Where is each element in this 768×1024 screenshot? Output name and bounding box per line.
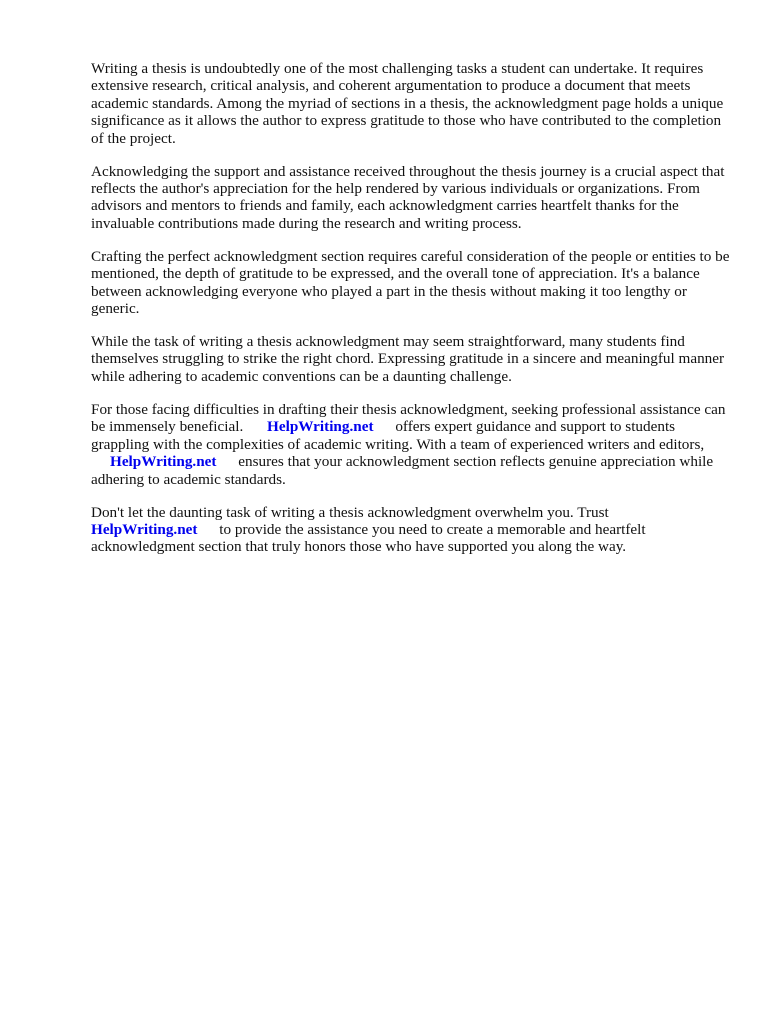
paragraph-crafting: Crafting the perfect acknowledgment section requires careful consideration of the people or entities to be mentioned, the depth of gratitude to be expressed, and the overall tone of appreciation. It's a balance between acknowledging everyone who played a part in the thesis without making it too lengthy or generic. — [91, 247, 730, 318]
paragraph-struggle: While the task of writing a thesis acknowledgment may seem straightforward, many students find themselves struggling to strike the right chord. Expressing gratitude in a sincere and meaningful manner while adhering to academic conventions can be a daunting challenge. — [91, 333, 725, 385]
paragraph-trust — [91, 504, 731, 556]
paragraph-text: to provide the assistance you need to create a memorable and heartfelt acknowledgment section that truly honors those who have supported you along the way. — [91, 520, 646, 556]
helpwriting-link[interactable]: HelpWriting.net — [110, 453, 217, 471]
paragraph-professional-assistance — [91, 401, 731, 488]
paragraph-text: offers expert guidance and support to students grappling with the complexities of academic writing. With a team of experienced writers and editors, — [91, 418, 705, 453]
paragraph-text: Don't let the daunting task of writing a thesis acknowledgment overwhelm you. Trust — [91, 503, 609, 521]
paragraph-text: For those facing difficulties in drafting their thesis acknowledgment, seeking professional assistance can be immensely beneficial. — [91, 400, 726, 436]
helpwriting-link[interactable]: HelpWriting.net — [91, 520, 198, 538]
paragraph-text: ensures that your acknowledgment section reflects genuine appreciation while adhering to academic standards. — [91, 453, 714, 488]
helpwriting-link[interactable]: HelpWriting.net — [267, 418, 374, 436]
paragraph-intro: Writing a thesis is undoubtedly one of the most challenging tasks a student can undertake. It requires extensive research, critical analysis, and coherent argumentation to produce a document that meets academic standards. Among the myriad of sections in a thesis, the acknowledgment page holds a unique significance as it allows the author to express gratitude to those who have contributed to the completion of the project. — [91, 60, 724, 147]
paragraph-acknowledging-support: Acknowledging the support and assistance received throughout the thesis journey is a crucial aspect that reflects the author's appreciation for the help rendered by various individuals or organizations. From advisors and mentors to friends and family, each acknowledgment carries heartfelt thanks for the invaluable contributions made during the research and writing process. — [91, 162, 725, 232]
document-page — [91, 60, 731, 571]
